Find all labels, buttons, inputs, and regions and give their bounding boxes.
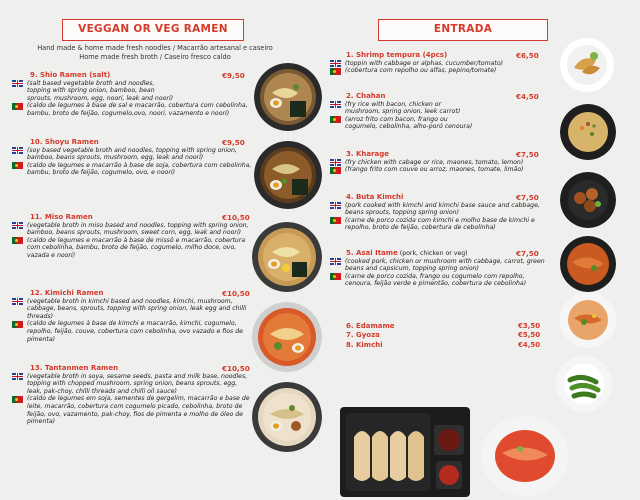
kharage-photo [560, 172, 616, 228]
item-price: €4,50 [518, 340, 541, 349]
menu-item-gyoza [346, 331, 546, 340]
item-desc-pt: (caldo de legumes à base de sal e macarrão, cobertura com cebolinha, bambu, broto de feijão, cogumelo,ovo, noori, vazamento e noori) [27, 102, 248, 117]
item-name: 13. Tantanmen Ramen [30, 364, 119, 372]
menu-item-chahan [330, 93, 545, 131]
menu-item-kharage [330, 151, 545, 174]
uk-flag-icon [12, 222, 23, 229]
portugal-flag-icon [330, 167, 341, 174]
uk-flag-icon [12, 80, 23, 87]
uk-flag-icon [330, 202, 341, 209]
shio-ramen-photo [254, 63, 322, 131]
item-price: €4,50 [516, 92, 539, 101]
item-price: €7,50 [516, 249, 539, 258]
menu-item-asai-itame [330, 250, 545, 288]
tantanmen-ramen-photo [252, 382, 322, 452]
item-desc-pt: (frango frito com couve ou arroz, maones, tomate, limão) [345, 166, 524, 174]
item-price: €10,50 [222, 289, 250, 298]
menu-item-kimichi-ramen [12, 290, 252, 343]
item-price: €7,50 [516, 193, 539, 202]
item-desc-en: (fry rice with bacon, chicken or mushroom, spring onion, leek carrot) [345, 100, 461, 116]
item-name: 11. Miso Ramen [30, 213, 93, 221]
buta-kimchi-photo [560, 236, 616, 292]
item-desc-pt: (carne de porco cozida com kimchi e molho base de kimchi e repolho, broto de feijão, cobertura de cebolinha) [345, 216, 535, 232]
item-desc-pt: (carne de porco cozida, frango ou cogumelo com repolho, cenoura, feijão verde e pimentão, cobertura de cebolinha) [345, 272, 527, 288]
uk-flag-icon [330, 101, 341, 108]
subtitle-noodles: Hand made & home made fresh noodles / Macarrão artesanal e caseiro [37, 44, 273, 52]
item-name-note: (pork, chicken or veg) [399, 250, 468, 257]
miso-ramen-photo [252, 222, 322, 292]
item-name: 2. Chahan [346, 92, 386, 100]
portugal-flag-icon [12, 103, 23, 110]
menu-item-buta-kimchi [330, 194, 545, 232]
item-price: €10,50 [222, 213, 250, 222]
item-desc-en: (salt based vegetable broth and noodles, topping with spring onion, bamboo, bean sprouts, mushroom, egg, noori, leak and noori) [27, 79, 174, 102]
item-desc-pt: (caldo de legumes à base de kimchi e macarrão, kimchi, cogumelo, repolho, feijão, couve, cobertura com cebolinha, ovo vazado e fios de pimenta) [27, 320, 243, 343]
item-price: €9,50 [222, 138, 245, 147]
uk-flag-icon [12, 298, 23, 305]
shrimp-tempura-photo [560, 38, 614, 92]
gyoza-photo [340, 407, 470, 497]
menu-item-shio-ramen [12, 72, 252, 118]
item-desc-en: (fry chicken with cabage or rice, maones, tomato, lemon) [345, 158, 524, 166]
item-desc-pt: (caldo de legumes e macarrão à base de missô e macarrão, cobertura com cebolinha, bambu, broto de feijão, cogumelo, milho doce, ovo, vazada e noori) [27, 236, 246, 259]
item-desc-en: (toppin with cabbage or alphas, cucumber/tomato) [345, 59, 504, 67]
item-desc-en: (vegetable broth in kimchi based and noodles, kimchi, mushroom, cabbage, beans, sprouts, topping with spring onion, leak egg and chilli threads) [27, 297, 247, 320]
chahan-photo [560, 104, 616, 160]
shoyu-ramen-photo [254, 141, 322, 209]
item-name: 4. Buta Kimchi [346, 193, 404, 201]
item-name: 3. Kharage [346, 150, 390, 158]
item-name: 7. Gyoza [346, 331, 380, 340]
menu-item-shrimp-tempura [330, 52, 545, 75]
item-desc-pt: (caldo de legumes em soja, sementes de gergelim, macarrão e base de leite, macarrão, cobertura com cogumelo picado, cebolinha, broto de feijão, ovo, vazamento, pak-choy, fios de pimenta e molho de óleo de pimenta) [27, 395, 250, 426]
menu-item-miso-ramen [12, 214, 252, 260]
entrada-title: ENTRADA [378, 19, 548, 41]
menu-item-tantanmen-ramen [12, 365, 252, 426]
item-price: €9,50 [222, 71, 245, 80]
kimchi-ramen-photo [252, 302, 322, 372]
item-price: €10,50 [222, 364, 250, 373]
uk-flag-icon [12, 147, 23, 154]
item-name: 12. Kimichi Ramen [30, 289, 104, 297]
portugal-flag-icon [12, 237, 23, 244]
portugal-flag-icon [12, 321, 23, 328]
menu-item-edamame [346, 322, 546, 331]
portugal-flag-icon [330, 116, 341, 123]
item-name: 1. Shrimp tempura (4pcs) [346, 51, 448, 59]
item-desc-pt: (arroz frito com bacon, frango ou cogumelo, cebolinha, alho-poró cenoura) [345, 115, 473, 131]
item-desc-en: (vegetable broth in soya, sesame seeds, pasta and milk base, noodles, topping with chopped mushroom, spring onion, beans sprouts, egg, leak, pak-choy, chilli threads and chilli oil sauce) [27, 372, 248, 395]
menu-item-shoyu-ramen [12, 139, 252, 177]
uk-flag-icon [330, 60, 341, 67]
item-price: €3,50 [518, 322, 541, 330]
uk-flag-icon [330, 258, 341, 265]
item-desc-pt: (cobertura com repolho ou alfas, pepino/tomate) [345, 67, 497, 75]
asai-itame-photo [560, 292, 616, 348]
item-price: €5,50 [518, 331, 541, 340]
item-name: 6. Edamame [346, 322, 395, 330]
item-price: €7,50 [516, 150, 539, 159]
item-price: €6,50 [516, 51, 539, 60]
uk-flag-icon [12, 373, 23, 380]
item-name: 10. Shoyu Ramen [30, 138, 99, 146]
uk-flag-icon [330, 159, 341, 166]
item-name: 9. Shio Ramen (salt) [30, 71, 111, 79]
item-desc-en: (cooked pork, chicken or mushroom with cabbage, carrot, green beans and capsicum, topping spring onion) [345, 257, 545, 273]
item-desc-en: (pork cooked with kimchi and kimchi base sauce and cabbage, beans sprouts, topping spring onion) [345, 201, 540, 217]
portugal-flag-icon [330, 217, 341, 224]
item-name: 8. Kimchi [346, 340, 383, 349]
portugal-flag-icon [330, 68, 341, 75]
menu-item-kimchi [346, 341, 546, 350]
item-desc-en: (vegetable broth in miso based and noodles, topping with spring onion, bamboo, beans sprouts, mushroom, sweet corn, egg, leak and noori) [27, 221, 249, 237]
portugal-flag-icon [12, 162, 23, 169]
veg-ramen-title: VEGGAN OR VEG RAMEN [62, 19, 244, 41]
item-name: 5. Asai Itame [346, 249, 398, 257]
item-desc-pt: (caldo de legumes e macarrão à base de soja, cobertura com cebolinha, bambu, broto de feijão, cogumelo, ovo, e noori) [27, 161, 252, 177]
edamame-photo [556, 356, 612, 412]
subtitle-broth: Home made fresh broth / Caseiro fresco caldo [79, 53, 231, 61]
portugal-flag-icon [12, 396, 23, 403]
portugal-flag-icon [330, 273, 341, 280]
kimchi-photo [480, 415, 570, 497]
item-desc-en: (soy based vegetable broth and noodles, topping with spring onion, bamboo, beans sprouts, mushroom, egg, leak and noori) [27, 146, 237, 162]
small-items-list [346, 322, 546, 350]
